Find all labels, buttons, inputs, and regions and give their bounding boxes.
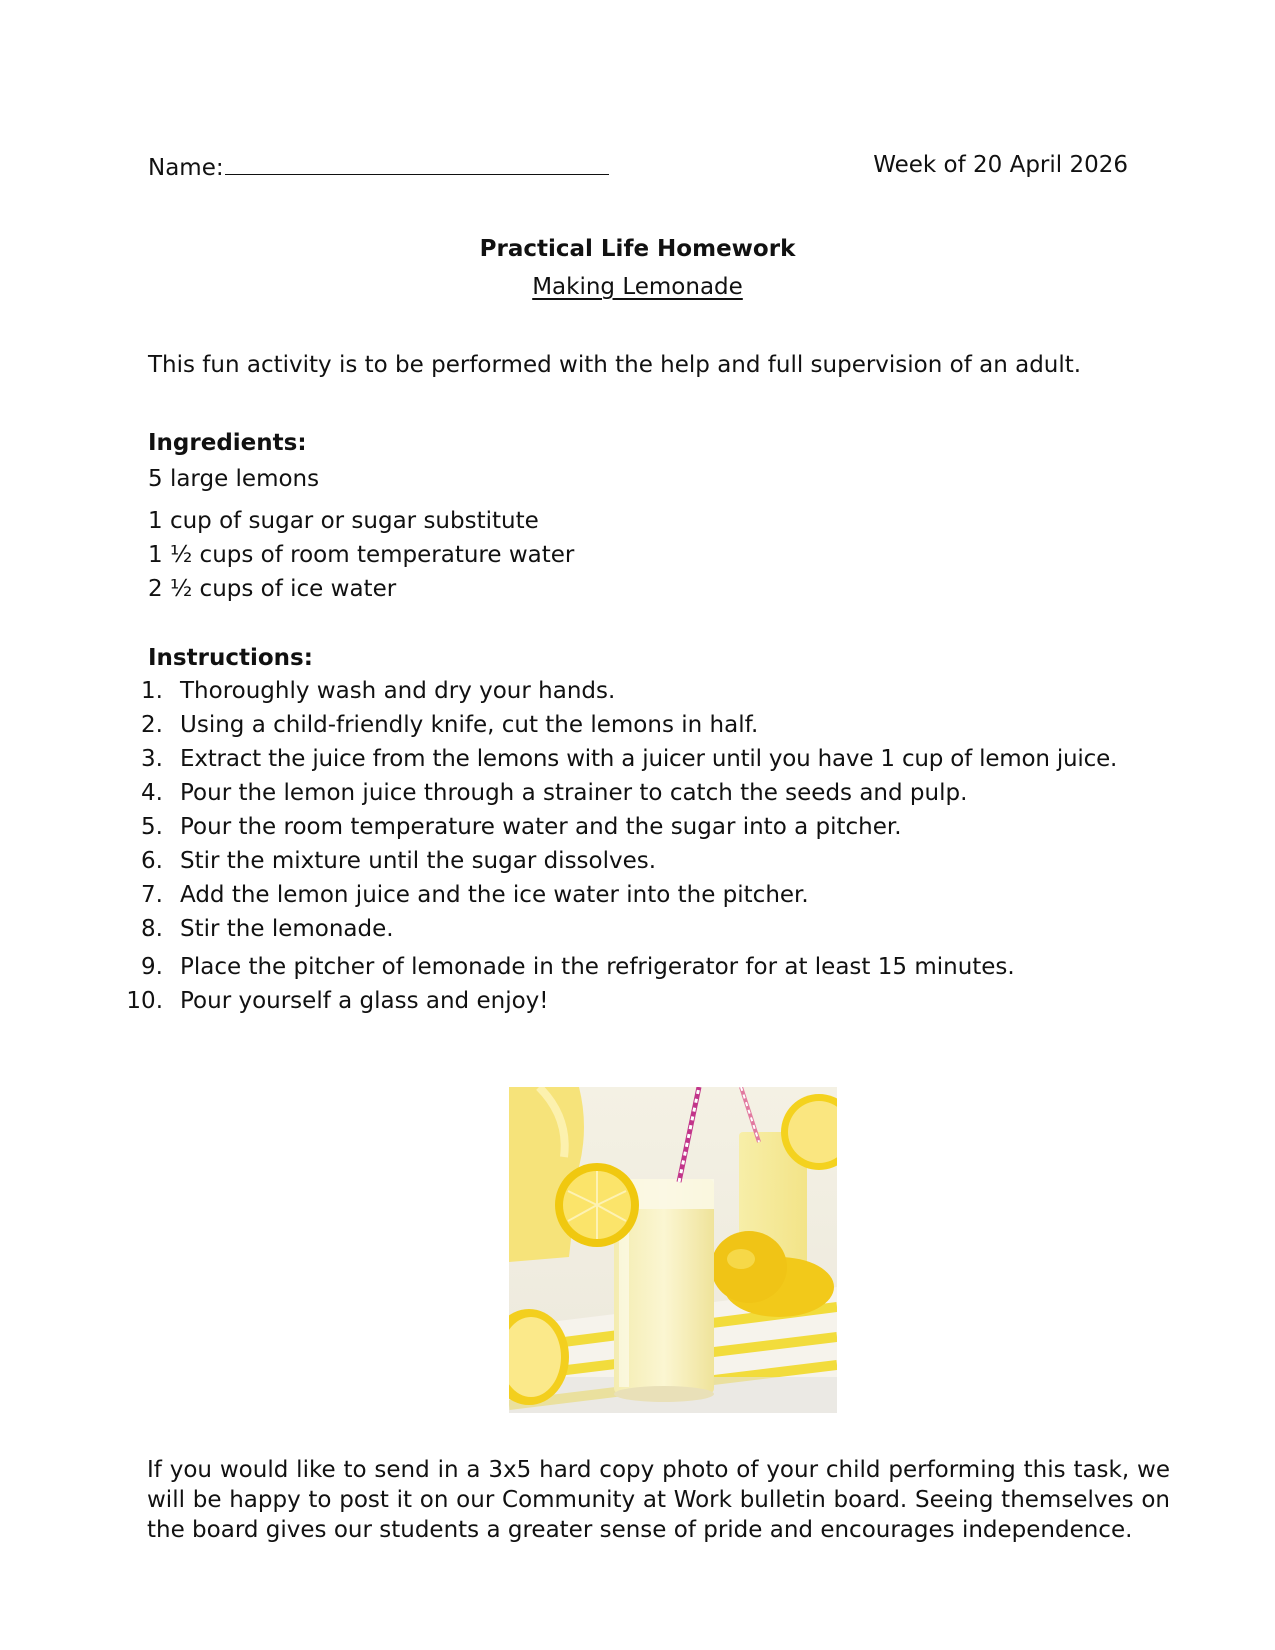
step-text: Pour yourself a glass and enjoy! — [180, 988, 549, 1014]
step-text: Thoroughly wash and dry your hands. — [180, 678, 616, 704]
ingredients-heading: Ingredients: — [148, 430, 307, 456]
step-number: 4. — [141, 780, 163, 806]
step-text: Stir the mixture until the sugar dissolves. — [180, 848, 657, 874]
name-blank-line — [225, 150, 609, 175]
step-number: 10. — [126, 988, 163, 1014]
step-number: 9. — [141, 954, 163, 980]
page-subtitle — [0, 272, 1275, 302]
step-number: 8. — [141, 916, 163, 942]
step-number: 1. — [141, 678, 163, 704]
step-text: Add the lemon juice and the ice water into the pitcher. — [180, 882, 809, 908]
step-number: 5. — [141, 814, 163, 840]
closing-paragraph: If you would like to send in a 3x5 hard copy photo of your child performing this task, we will be happy to post it on our Community at Work bulletin board. Seeing themselves on the board gives our students a greater sense of pride and encourages independence. — [147, 1457, 1170, 1543]
step-text: Pour the room temperature water and the sugar into a pitcher. — [180, 814, 902, 840]
instructions-heading: Instructions: — [148, 645, 313, 671]
ingredient-item: 1 ½ cups of room temperature water — [148, 542, 575, 568]
ingredient-item: 2 ½ cups of ice water — [148, 576, 397, 602]
step-number: 7. — [141, 882, 163, 908]
step-number: 3. — [141, 746, 163, 772]
step-number: 6. — [141, 848, 163, 874]
ingredient-item: 1 cup of sugar or sugar substitute — [148, 508, 539, 534]
step-number: 2. — [141, 712, 163, 738]
page-title: Practical Life Homework — [479, 236, 796, 262]
step-text: Pour the lemon juice through a strainer to catch the seeds and pulp. — [180, 780, 968, 806]
step-text: Extract the juice from the lemons with a juicer until you have 1 cup of lemon juice. — [180, 746, 1118, 772]
step-text: Place the pitcher of lemonade in the refrigerator for at least 15 minutes. — [180, 954, 1015, 980]
week-date: Week of 20 April 2026 — [873, 152, 1128, 178]
ingredient-item: 5 large lemons — [148, 466, 320, 492]
step-text: Stir the lemonade. — [180, 916, 394, 942]
step-text: Using a child-friendly knife, cut the lemons in half. — [180, 712, 759, 738]
name-field — [148, 150, 609, 183]
intro-paragraph: This fun activity is to be performed with the help and full supervision of an adult. — [148, 352, 1082, 378]
name-label: Name: — [148, 155, 224, 181]
subtitle-text: Making Lemonade — [532, 274, 743, 300]
lemonade-photo — [509, 1087, 837, 1413]
